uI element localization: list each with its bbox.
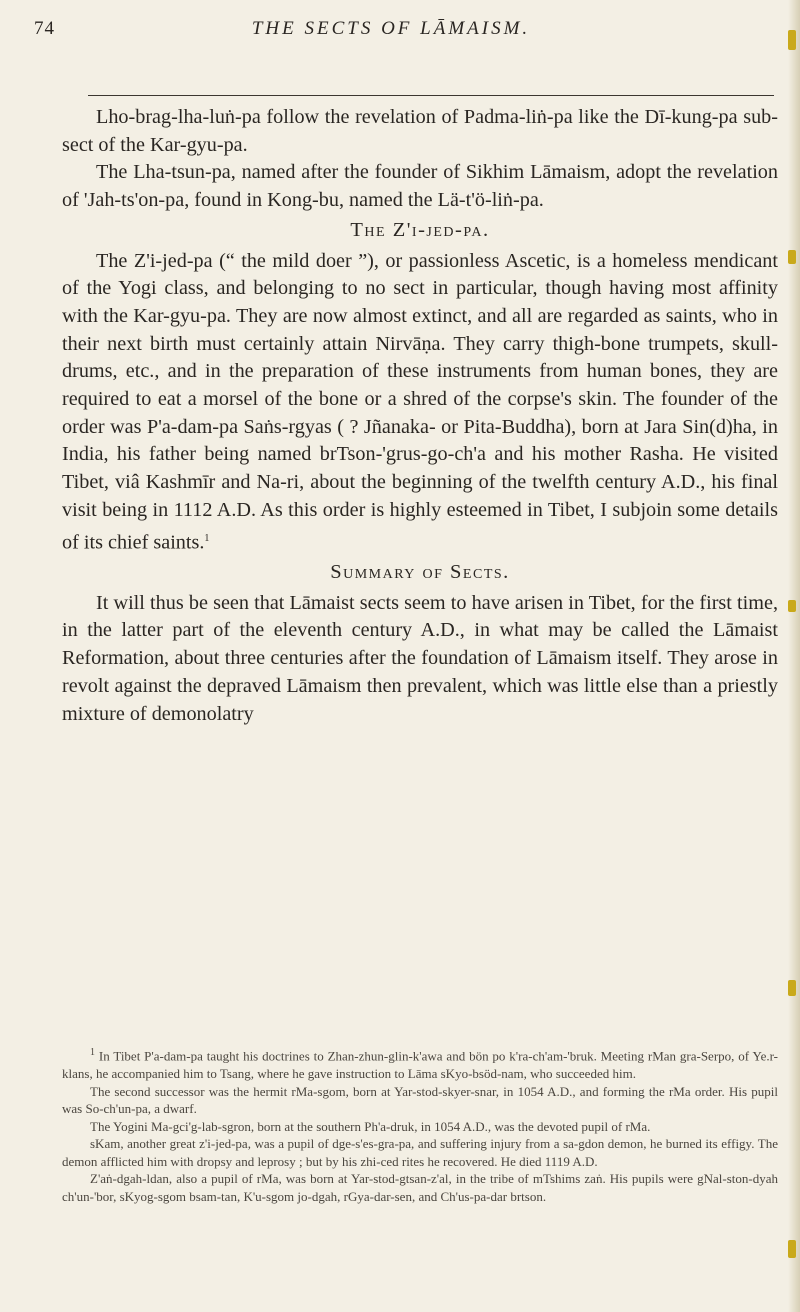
main-text: [62, 104, 778, 728]
page-edge-mark: [788, 980, 796, 996]
running-title: THE SECTS OF LĀMAISM.: [251, 18, 531, 39]
header-rule: [88, 95, 774, 96]
footnote: The second successor was the hermit rMa-sgom, born at Yar-stod-skyer-snar, in 1054 A.D., and forming the rMa order. His pupil was So-ch'un-pa, a dwarf.: [62, 1083, 778, 1117]
page-edge-mark: [788, 30, 796, 50]
paragraph-text: The Z'i-jed-pa (“ the mild doer ”), or passionless Ascetic, is a homeless mendicant of the Yogi class, and belonging to no sect in particular, though having most affinity with the Kar-gyu-pa. They are now almost extinct, and all are regarded as saints, who in their next birth must certainly attain Nirvāṇa. They carry thigh-bone trumpets, skull-drums, etc., and in the preparation of these instruments from human bones, they are required to eat a morsel of the bone or a shred of the corpse's skin. The founder of the order was P'a-dam-pa Saṅs-rgyas ( ? Jñanaka- or Pita-Buddha), born at Jara Sin(d)ha, in India, his father being named brTson-'grus-go-ch'a and his mother Rasha. He visited Tibet, viâ Kashmīr and Na-ri, about the beginning of the twelfth century A.D., his final visit being in 1112 A.D. As this order is highly esteemed in Tibet, I subjoin some details of its chief saints.: [62, 249, 778, 554]
page-number: 74: [34, 18, 55, 39]
footnote: [62, 1044, 778, 1083]
running-header: [34, 18, 748, 44]
page-edge-mark: [788, 600, 796, 612]
page-edge: [788, 0, 800, 1312]
footnote: The Yogini Ma-gci'g-lab-sgron, born at the southern Ph'a-druk, in 1054 A.D., was the devoted pupil of rMa.: [90, 1118, 651, 1134]
section-heading: The Z'i-jed-pa.: [350, 218, 490, 241]
paragraph: Lho-brag-lha-luṅ-pa follow the revelation of Padma-liṅ-pa like the Dī-kung-pa sub-sect of the Kar-gyu-pa.: [62, 106, 778, 156]
footnote-text: In Tibet P'a-dam-pa taught his doctrines to Zhan-zhun-glin-k'awa and bön po k'ra-ch'am-'bruk. Meeting rMan gra-Serpo, of Ye.r-klans, he accompanied him to Tsang, where he gave instruction to Lāma sKyo-bsöd-nam, who succeeded him.: [62, 1048, 778, 1081]
paragraph: The Lha-tsun-pa, named after the founder of Sikhim Lāmaism, adopt the revelation of 'Jah-ts'on-pa, found in Kong-bu, named the Lä-t'ö-liṅ-pa.: [62, 161, 778, 212]
footnote: Z'aṅ-dgah-ldan, also a pupil of rMa, was born at Yar-stod-gtsan-z'al, in the tribe of mTshims zaṅ. His pupils were gNal-ston-dyah ch'un-'bor, sKyog-sgom bsam-tan, K'u-sgom jo-dgah, rGya-dar-sen, and Ch'us-pa-dar brtson.: [62, 1171, 778, 1205]
paragraph: [62, 248, 778, 557]
footnote: sKam, another great z'i-jed-pa, was a pupil of dge-s'es-gra-pa, and suffering injury from a sa-gdon demon, he burned its effigy. The demon afflicted him with dropsy and leprosy ; but by his zhi-ced rites he recovered. He died 1119 A.D.: [62, 1136, 778, 1169]
footnote-number: 1: [90, 1047, 95, 1058]
page-edge-mark: [788, 1240, 796, 1258]
footnote-ref: 1: [204, 532, 210, 544]
page-edge-mark: [788, 250, 796, 264]
section-heading: Summary of Sects.: [330, 560, 510, 583]
paragraph: It will thus be seen that Lāmaist sects seem to have arisen in Tibet, for the first time, in the latter part of the eleventh century A.D., in what may be called the Lāmaist Reformation, about three centuries after the foundation of Lāmaism itself. They arose in revolt against the depraved Lāmaism then prevalent, which was little else than a priestly mixture of demonolatry: [62, 591, 778, 725]
footnotes: [62, 1044, 778, 1206]
